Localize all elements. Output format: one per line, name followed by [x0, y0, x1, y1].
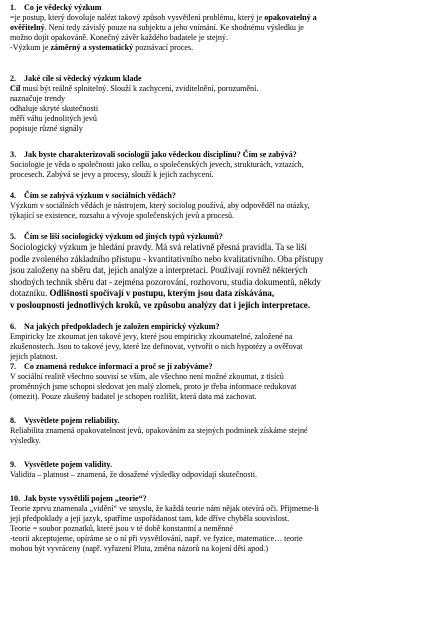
question-title: Čím se liší sociologický výzkum od jiných typů výzkumů?: [24, 232, 223, 241]
answer-text: -Výzkum je: [10, 43, 51, 52]
answer-line: podle zvoleného základního přístupu - kvantitativního nebo kvalitativního. Oba přístupy: [10, 253, 324, 264]
list-item: popisuje různé signály: [10, 124, 83, 133]
question-title: Jak byste charakterizovali sociologii jako vědeckou disciplínu? Čím se zabývá?: [24, 150, 297, 159]
answer-line: [10, 288, 437, 300]
answer-emphasis: opakovatelný a: [264, 13, 317, 22]
question-3: [10, 150, 437, 160]
answer-text: . Není tedy závislý pouze na subjektu a jeho vnímání. Ke shodnému výsledku je: [44, 23, 304, 32]
question-number: 10.: [10, 493, 21, 503]
answer-line: (omezit). Pouze zkušený badatel je schopen rozlišit, která data má zachovat.: [10, 391, 257, 401]
answer-line: Validita – platnost – znamená, že dosažené výsledky odpovídají skutečnosti.: [10, 469, 258, 479]
answer-line: zkušenostech. Jsou to takové jevy, které lze definovat, vytvořit o nich hypotézy a ověřovat: [10, 341, 303, 351]
answer-emphasis: záměrný a systematický: [50, 43, 134, 52]
answer-emphasis: Odlišnosti spočívají v postupu, kterým jsou data získávána,: [49, 288, 275, 299]
question-number: 8.: [10, 415, 17, 425]
question-title: Jak byste vysvětlili pojem „teorie“?: [24, 493, 147, 503]
question-number: 3.: [10, 150, 17, 159]
answer-line: V sociální realitě všechno souvisí se vším, ale všechno není možné zkoumat, z tisíců: [10, 371, 284, 381]
answer-emphasis: ověřitelný: [10, 23, 45, 32]
answer-line: [10, 23, 437, 33]
answer-line: Teorie zprvu znamenala „vidění“ ve smyslu, že každá teorie nám nějak otevírá oči. Přijmeme-li: [10, 503, 319, 513]
section-3: [10, 150, 437, 180]
question-title: Co znamená redukce informací a proč se jí zabýváme?: [24, 361, 213, 371]
question-7: [10, 362, 437, 372]
answer-line: jejich platnost.: [10, 351, 58, 361]
question-6: [10, 322, 437, 332]
question-2: [10, 74, 437, 84]
section-10: [10, 494, 437, 554]
question-number: 5.: [10, 232, 17, 241]
answer-line: [10, 84, 437, 94]
section-4: [10, 191, 437, 221]
question-number: 4.: [10, 191, 17, 200]
question-number: 7.: [10, 361, 17, 371]
question-title: Jaké cíle si vědecký výzkum klade: [24, 74, 142, 83]
list-item: odhaluje skryté skutečnosti: [10, 104, 99, 113]
answer-line: týkající se existence, rozsahu a vývoje společenských jevů a procesů.: [10, 211, 235, 220]
answer-line: výsledky.: [10, 435, 41, 445]
question-10: [10, 494, 437, 504]
answer-line: Sociologický výzkum je hledání pravdy. Má svá relativně přesná pravidla. Ta se liší: [10, 242, 307, 252]
answer-line: shodných technik sběru dat - zejména pozorování, rozhovoru, studia dokumentů, někdy: [10, 276, 321, 287]
answer-line: Reliabilita znamená opakovatelnost jevů, opakováním za stejných podmínek získáme stejné: [10, 425, 308, 435]
section-6: [10, 322, 437, 362]
section-2: [10, 74, 437, 134]
question-number: 1.: [10, 3, 17, 12]
section-5: [10, 232, 437, 312]
question-number: 2.: [10, 74, 17, 83]
answer-text: poznávací proces.: [133, 43, 194, 52]
answer-text: musí být reálně splnitelný. Slouží k zachycení, zviditelnění, porozumění.: [20, 84, 259, 93]
answer-line: [10, 13, 437, 23]
list-item: měří váhu jednolitých jevů: [10, 114, 97, 123]
answer-line: Empiricky lze zkoumat jen takové jevy, které jsou empiricky zkoumatelné, založené na: [10, 331, 293, 341]
question-9: [10, 460, 437, 470]
section-8: [10, 416, 437, 446]
answer-line: -teorii akceptujeme, opíráme se o ní při vysvětlování, např. ve fyzice, matematice… teorie: [10, 533, 303, 543]
answer-line: možno dojít opakováně. Konečný závěr každého badatele je stejný.: [10, 33, 228, 42]
answer-line: mohou být vyvráceny (např. vyřazení Pluta, změna názorů na kojení dětí apod.): [10, 543, 269, 553]
answer-text: dotazníku.: [10, 288, 50, 299]
section-7: [10, 362, 437, 402]
question-title: Čím se zabývá výzkum v sociálních vědách?: [24, 191, 176, 200]
answer-line: procesech. Zabývá se jevy a procesy, slouží k jejich zachycení.: [10, 170, 214, 179]
section-1: [10, 3, 437, 53]
question-number: 9.: [10, 459, 17, 469]
answer-line: proměnných jsme schopni sledovat jen malý zlomek, proto je třeba informace redukovat: [10, 381, 297, 391]
answer-line: Výzkum v sociálních vědách je nástrojem, který sociolog používá, aby odpověděl na otázky,: [10, 201, 310, 210]
question-title: Vysvětlete pojem reliability.: [24, 415, 120, 425]
question-1: [10, 3, 437, 13]
question-title: Na jakých předpokladech je založen empirický výzkum?: [24, 321, 220, 331]
answer-line: v posloupnosti jednotlivých kroků, ve způsobu analýzy dat i jejich interpretace.: [10, 299, 310, 310]
answer-text: =je postup, který dovoluje nalézt takový způsob vysvětlení problému, který je: [10, 13, 265, 22]
question-number: 6.: [10, 321, 17, 331]
answer-line: Sociologie je věda o společnosti jako celku, o společenských jevech, strukturách, vztazích,: [10, 160, 304, 169]
question-title: Vysvětlete pojem validity.: [24, 459, 113, 469]
answer-emphasis: Cíl: [10, 84, 21, 93]
section-9: [10, 460, 437, 480]
answer-line: její předpoklady a její jazyk, spatříme uspořádanost tam, kde dříve chyběla souvislost.: [10, 513, 290, 523]
question-8: [10, 416, 437, 426]
list-item: naznačuje trendy: [10, 94, 66, 103]
answer-line: [10, 43, 437, 53]
question-5: [10, 232, 437, 242]
answer-line: jsou založeny na sběru dat, jejich analýze a interpretaci. Používají rovněž některých: [10, 265, 308, 276]
answer-line: Teorie = soubor poznatků, které jsou v té době konstantní a neměnné: [10, 523, 233, 533]
question-title: Co je vědecký výzkum: [24, 3, 102, 12]
question-4: [10, 191, 437, 201]
